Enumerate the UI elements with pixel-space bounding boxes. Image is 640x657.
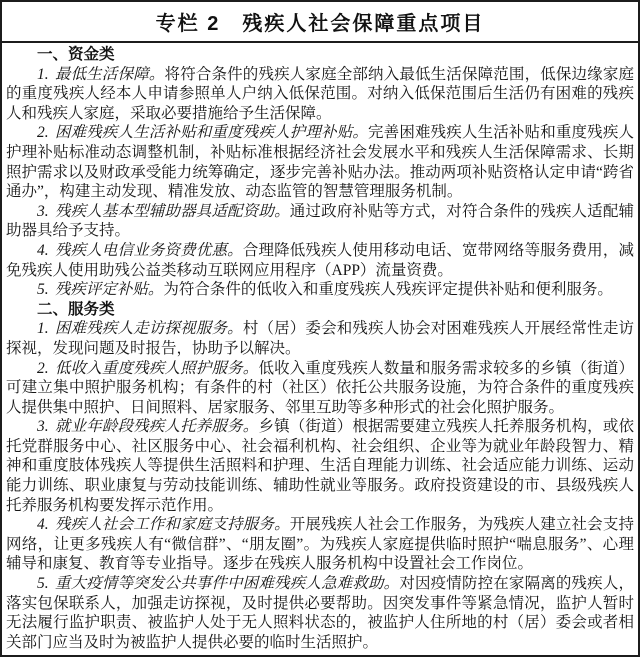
item-body: 村（居）委会和残疾人协会对困难残疾人开展经常性走访探视，发现问题及时报告，协助予以解决。 [6, 320, 634, 357]
item-number: 5. [37, 281, 49, 299]
column-body [2, 43, 638, 655]
service-item-1 [6, 319, 634, 358]
item-lead: 困难残疾人走访探视服务。 [54, 320, 243, 338]
item-body: 为符合条件的低收入和重度残疾人残疾评定提供补贴和便利服务。 [163, 281, 613, 299]
item-body: 将符合条件的残疾人家庭全部纳入最低生活保障范围，低保边缘家庭的重度残疾人经本人申请参照单人户纳入低保范围。对纳入低保范围后生活仍有困难的残疾人和残疾人家庭，采取必要措施给予生活保障。 [6, 65, 634, 122]
item-lead: 就业年龄段残疾人托养服务。 [54, 418, 259, 436]
section-heading-funding: 一、资金类 [37, 46, 115, 63]
item-number: 5. [37, 575, 49, 593]
item-lead: 残疾人电信业务资费优惠。 [54, 241, 243, 259]
page-title: 专栏 2 残疾人社会保障重点项目 [155, 13, 485, 35]
service-item-4 [6, 515, 634, 574]
item-body: 合理降低残疾人使用移动电话、宽带网络等服务费用，减免残疾人使用助残公益类移动互联网应用程序（APP）流量资费。 [6, 241, 634, 279]
item-body: 开展残疾人社会工作服务，为残疾人建立社会支持网络，让更多残疾人有“微信群”、“朋友圈”。为残疾人家庭提供临时照护“喘息服务”、心理辅导和康复、教育等专业指导。逐步在残疾人服务机构中设置社会工作岗位。 [6, 516, 634, 573]
funding-item-5 [6, 280, 634, 300]
service-item-5 [6, 574, 634, 652]
service-item-3 [6, 417, 634, 515]
item-number: 4. [37, 516, 49, 534]
item-body: 完善困难残疾人生活补贴和重度残疾人护理补贴标准动态调整机制，补贴标准根据经济社会发展水平和残疾人生活保障需求、长期照护需求以及财政承受能力统筹确定，逐步完善补贴办法。推动两项补贴资格认定申请“跨省通办”，构建主动发现、精准发放、动态监管的智慧管理服务机制。 [6, 124, 634, 201]
funding-item-2 [6, 123, 634, 201]
item-lead: 残疾人基本型辅助器具适配资助。 [54, 202, 290, 220]
item-number: 4. [37, 241, 49, 259]
item-number: 1. [37, 320, 49, 338]
item-lead: 重大疫情等突发公共事件中困难残疾人急难救助。 [54, 575, 400, 593]
item-body: 低收入重度残疾人数量和服务需求较多的乡镇（街道）可建立集中照护服务机构；有条件的村（社区）依托公共服务设施，为符合条件的重度残疾人提供集中照护、日间照料、居家服务、邻里互助等多种形式的社会化照护服务。 [6, 359, 634, 416]
item-body: 对因疫情防控在家隔离的残疾人，落实包保联系人，加强走访探视，及时提供必要帮助。因突发事件等紧急情况，监护人暂时无法履行监护职责、被监护人处于无人照料状态的，被监护人住所地的村（居）委会或者相关部门应当及时为被监护人提供必要的临时生活照护。 [6, 575, 634, 651]
item-number: 1. [37, 65, 49, 83]
service-item-2 [6, 359, 634, 418]
item-body: 乡镇（街道）根据需要建立残疾人托养服务机构，或依托党群服务中心、社区服务中心、社会福利机构、社会组织、企业等为就业年龄段智力、精神和重度肢体残疾人等提供生活照料和护理、生活自理能力训练、社会适应能力训练、运动能力训练、职业康复与劳动技能训练、辅助性就业等服务。政府投资建设的市、县级残疾人托养服务机构要发挥示范作用。 [6, 418, 634, 514]
item-lead: 困难残疾人生活补贴和重度残疾人护理补贴。 [54, 124, 369, 142]
item-number: 3. [37, 418, 49, 436]
item-lead: 最低生活保障。 [54, 65, 165, 83]
item-number: 2. [37, 359, 49, 377]
item-lead: 残疾评定补贴。 [54, 281, 164, 299]
section-heading-services: 二、服务类 [37, 300, 115, 318]
item-number: 2. [37, 124, 49, 142]
item-lead: 低收入重度残疾人照护服务。 [54, 359, 259, 377]
funding-item-1 [6, 65, 634, 124]
funding-item-3 [6, 202, 634, 241]
item-lead: 残疾人社会工作和家庭支持服务。 [54, 516, 290, 534]
item-body: 通过政府补贴等方式，对符合条件的残疾人适配辅助器具给予支持。 [6, 202, 634, 240]
column-title-bar [2, 2, 638, 43]
funding-item-4 [6, 241, 634, 280]
item-number: 3. [37, 202, 49, 220]
